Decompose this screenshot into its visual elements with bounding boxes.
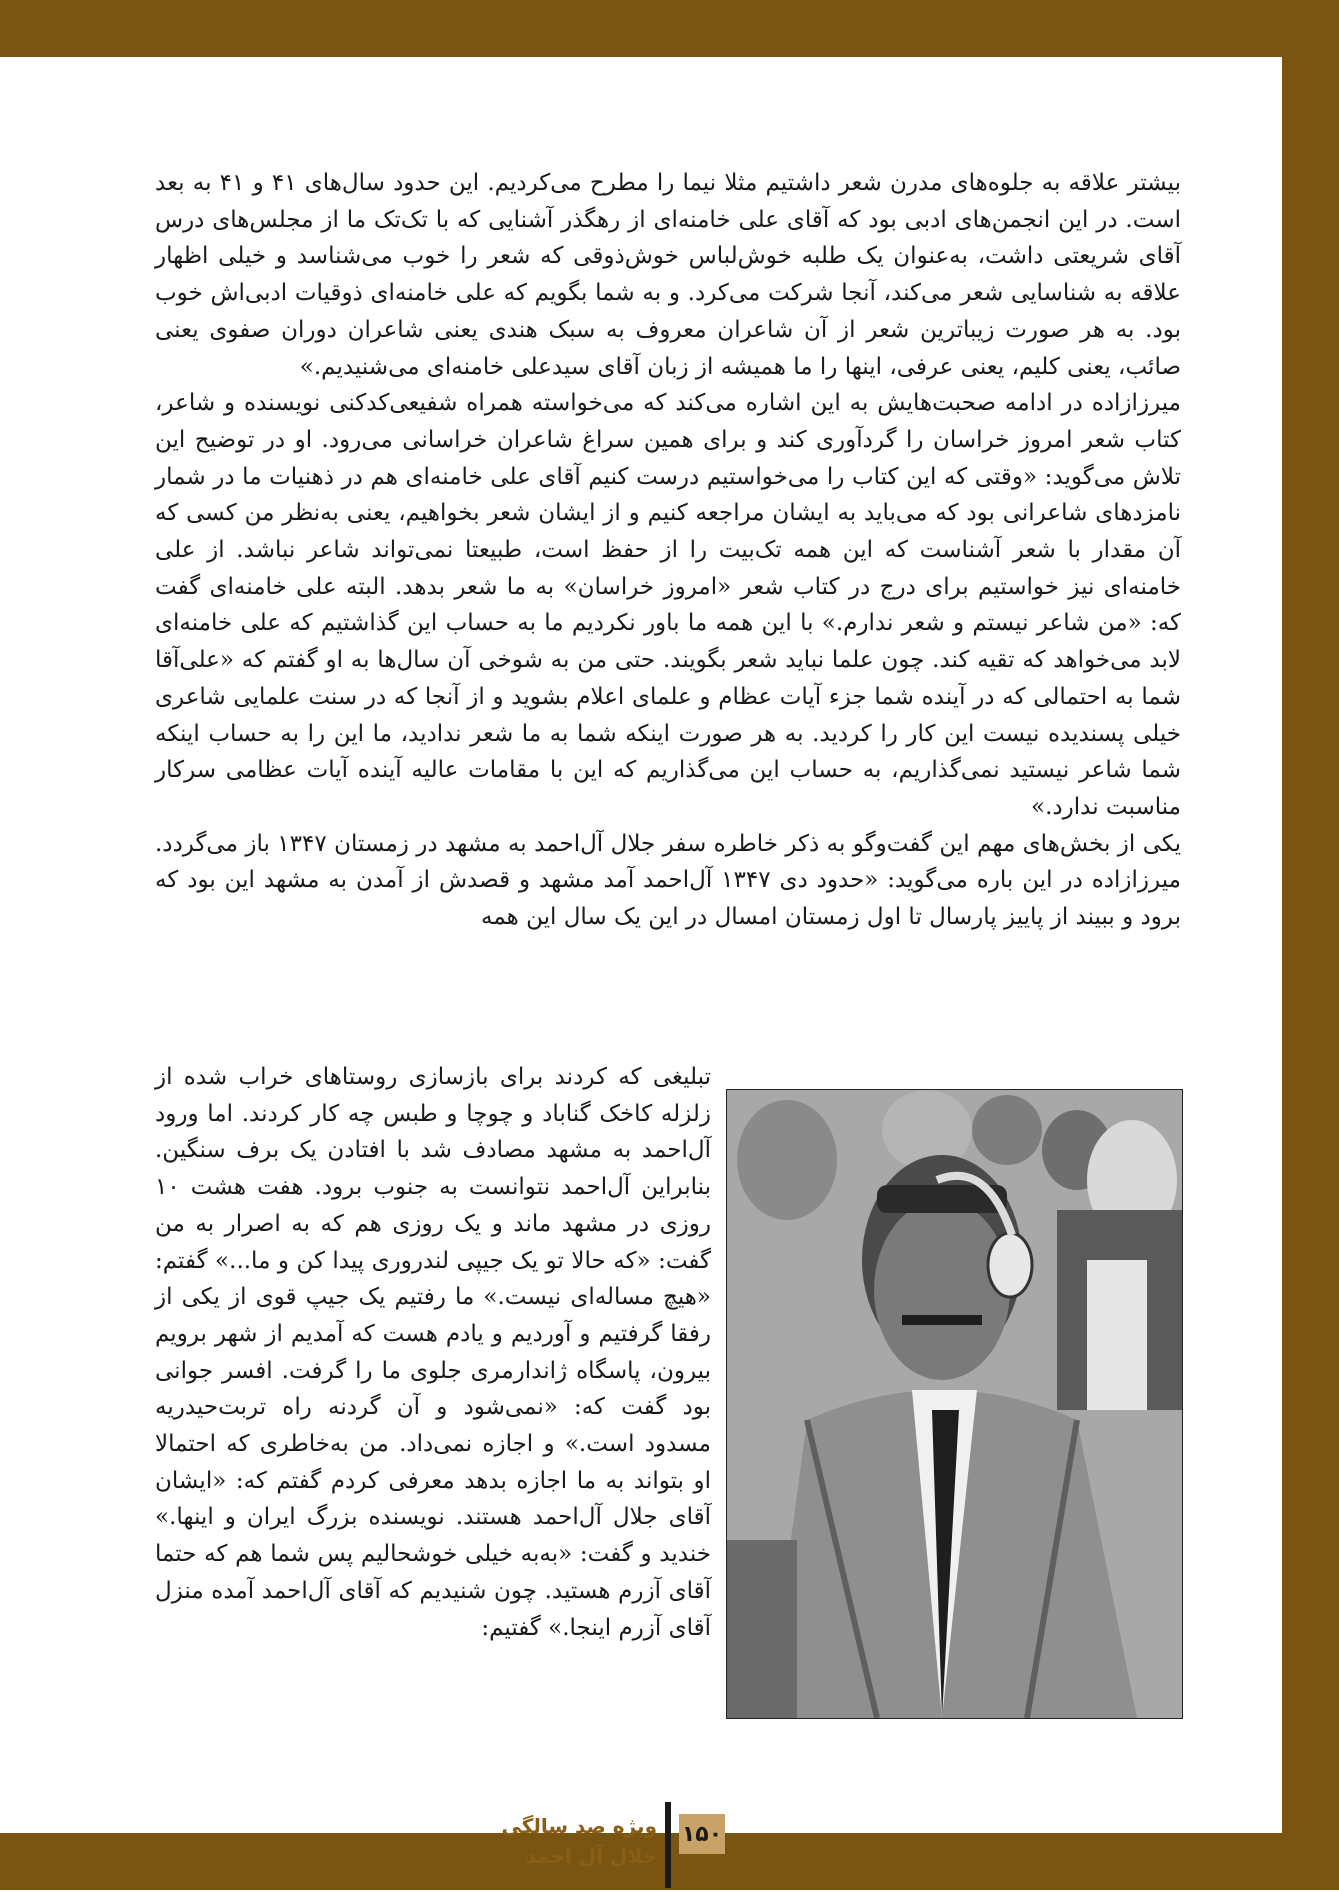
right-border bbox=[1282, 0, 1339, 1890]
page-footer bbox=[0, 1802, 1282, 1892]
issue-title-line1: ویژه صد سالگی bbox=[501, 1814, 657, 1838]
side-paragraph: تبلیغی که کردند برای بازسازی روستاهای خراب شده از زلزله کاخک گناباد و چوچا و طبس چه کار کردند. اما ورود آل‌احمد به مشهد مصادف شد با افتادن یک برف سنگین. بنابراین آل‌احمد نتوانست به جنوب برود. هفت هشت ۱۰ روزی در مشهد ماند و یک روزی هم که به اصرار به من گفت: «که حالا تو یک جیپی لندروری پیدا کن و ما...» گفتم: «هیچ مساله‌ای نیست.» ما رفتیم یک جیپ قوی از یکی از رفقا گرفتیم و آوردیم و یادم هست که آمدیم از شهر برویم بیرون، پاسگاه ژاندارمری جلوی ما را گرفت. افسر جوانی بود گفت که: «نمی‌شود و آن گردنه راه تربت‌حیدریه مسدود است.» و اجازه نمی‌داد. من به‌خاطری که احتمالا او بتواند به ما اجازه بدهد معرفی کردم گفتم که: «ایشان آقای جلال آل‌احمد هستند. نویسنده بزرگ ایران و اینها.» خندید و گفت: «به‌به خیلی خوشحالیم پس شما هم که حتما آقای آزرم هستید. چون شنیدیم که آقای آل‌احمد آمده منزل آقای آزرم اینجا.» گفتیم: bbox=[155, 1064, 711, 1641]
issue-title-line2: جلال آل احمد bbox=[525, 1844, 657, 1868]
article-body bbox=[155, 165, 1181, 936]
paragraph-1: بیشتر علاقه به جلوه‌های مدرن شعر داشتیم مثلا نیما را مطرح می‌کردیم. این حدود سال‌های ۴۱ و ۴۱ به بعد است. در این انجمن‌های ادبی بود که آقای علی خامنه‌ای از رهگذر آشنایی که با تک‌تک ما از مجلس‌های درس آقای شریعتی داشت، به‌عنوان یک طلبه خوش‌لباس خوش‌ذوقی که شعر را خوب می‌شناسد و خیلی اظهار علاقه به شناسایی شعر می‌کند، آنجا شرکت می‌کرد. و به شما بگویم که علی خامنه‌ای ذوقیات ادبی‌اش خوب بود. به هر صورت زیباترین شعر از آن شاعران معروف به سبک هندی یعنی شاعران دوران صفوی یعنی صائب، یعنی کلیم، یعنی عرفی، اینها را ما همیشه از زبان آقای سیدعلی خامنه‌ای می‌شنیدیم.» bbox=[155, 170, 1181, 380]
photo-illustration bbox=[727, 1090, 1182, 1718]
top-border bbox=[0, 0, 1339, 57]
footer-divider bbox=[665, 1802, 671, 1888]
page-number: ۱۵۰ bbox=[679, 1814, 725, 1854]
magazine-page bbox=[0, 57, 1282, 1868]
lower-section bbox=[155, 1059, 1181, 1719]
paragraph-2: میرزازاده در ادامه صحبت‌هایش به این اشاره می‌کند که می‌خواسته همراه شفیعی‌کدکنی نویسنده و شاعر، کتاب شعر امروز خراسان را گردآوری کند و برای همین سراغ شاعران خراسانی می‌رود. او در توضیح این تلاش می‌گوید: «وقتی که این کتاب را می‌خواستیم درست کنیم آقای علی خامنه‌ای هم در ذهنیات ما در شمار نامزدهای شاعرانی بود که می‌باید به ایشان مراجعه کنیم و از ایشان شعر بخواهیم، یعنی به‌نظر من کسی که آن مقدار با شعر آشناست که این همه تک‌بیت را از حفظ است، طبیعتا نمی‌تواند شاعر نباشد. از علی خامنه‌ای نیز خواستیم برای درج در کتاب شعر «امروز خراسان» به ما شعر بدهد. البته علی خامنه‌ای گفت که: «من شاعر نیستم و شعر ندارم.» با این همه ما باور نکردیم ما به حساب این گذاشتیم که علی خامنه‌ای لابد می‌خواهد که تقیه کند. چون علما نباید شعر بگویند. حتی من به شوخی آن سال‌ها به او گفتم که «علی‌آقا شما به احتمالی که در آینده شما جزء آیات عظام و علمای اعلام بشوید و از آنجا که در سنت علمایی شاعری خیلی پسندیده نیست این کار را کردید. به هر صورت اینکه شما به ما شعر ندادید، ما این را به حساب اینکه شما شاعر نیستید نمی‌گذاریم، به حساب این می‌گذاریم که این با مقامات عالیه آینده آیات عظامی سرکار مناسبت ندارد.» bbox=[155, 390, 1181, 820]
archival-photo bbox=[726, 1089, 1183, 1719]
paragraph-3: یکی از بخش‌های مهم این گفت‌وگو به ذکر خاطره سفر جلال آل‌احمد به مشهد در زمستان ۱۳۴۷ باز می‌گردد. میرزازاده در این باره می‌گوید: «حدود دی ۱۳۴۷ آل‌احمد آمد مشهد و قصدش از آمدن به مشهد این بود که برود و ببیند از پاییز پارسال تا اول زمستان امسال در این یک سال این همه bbox=[155, 830, 1181, 931]
